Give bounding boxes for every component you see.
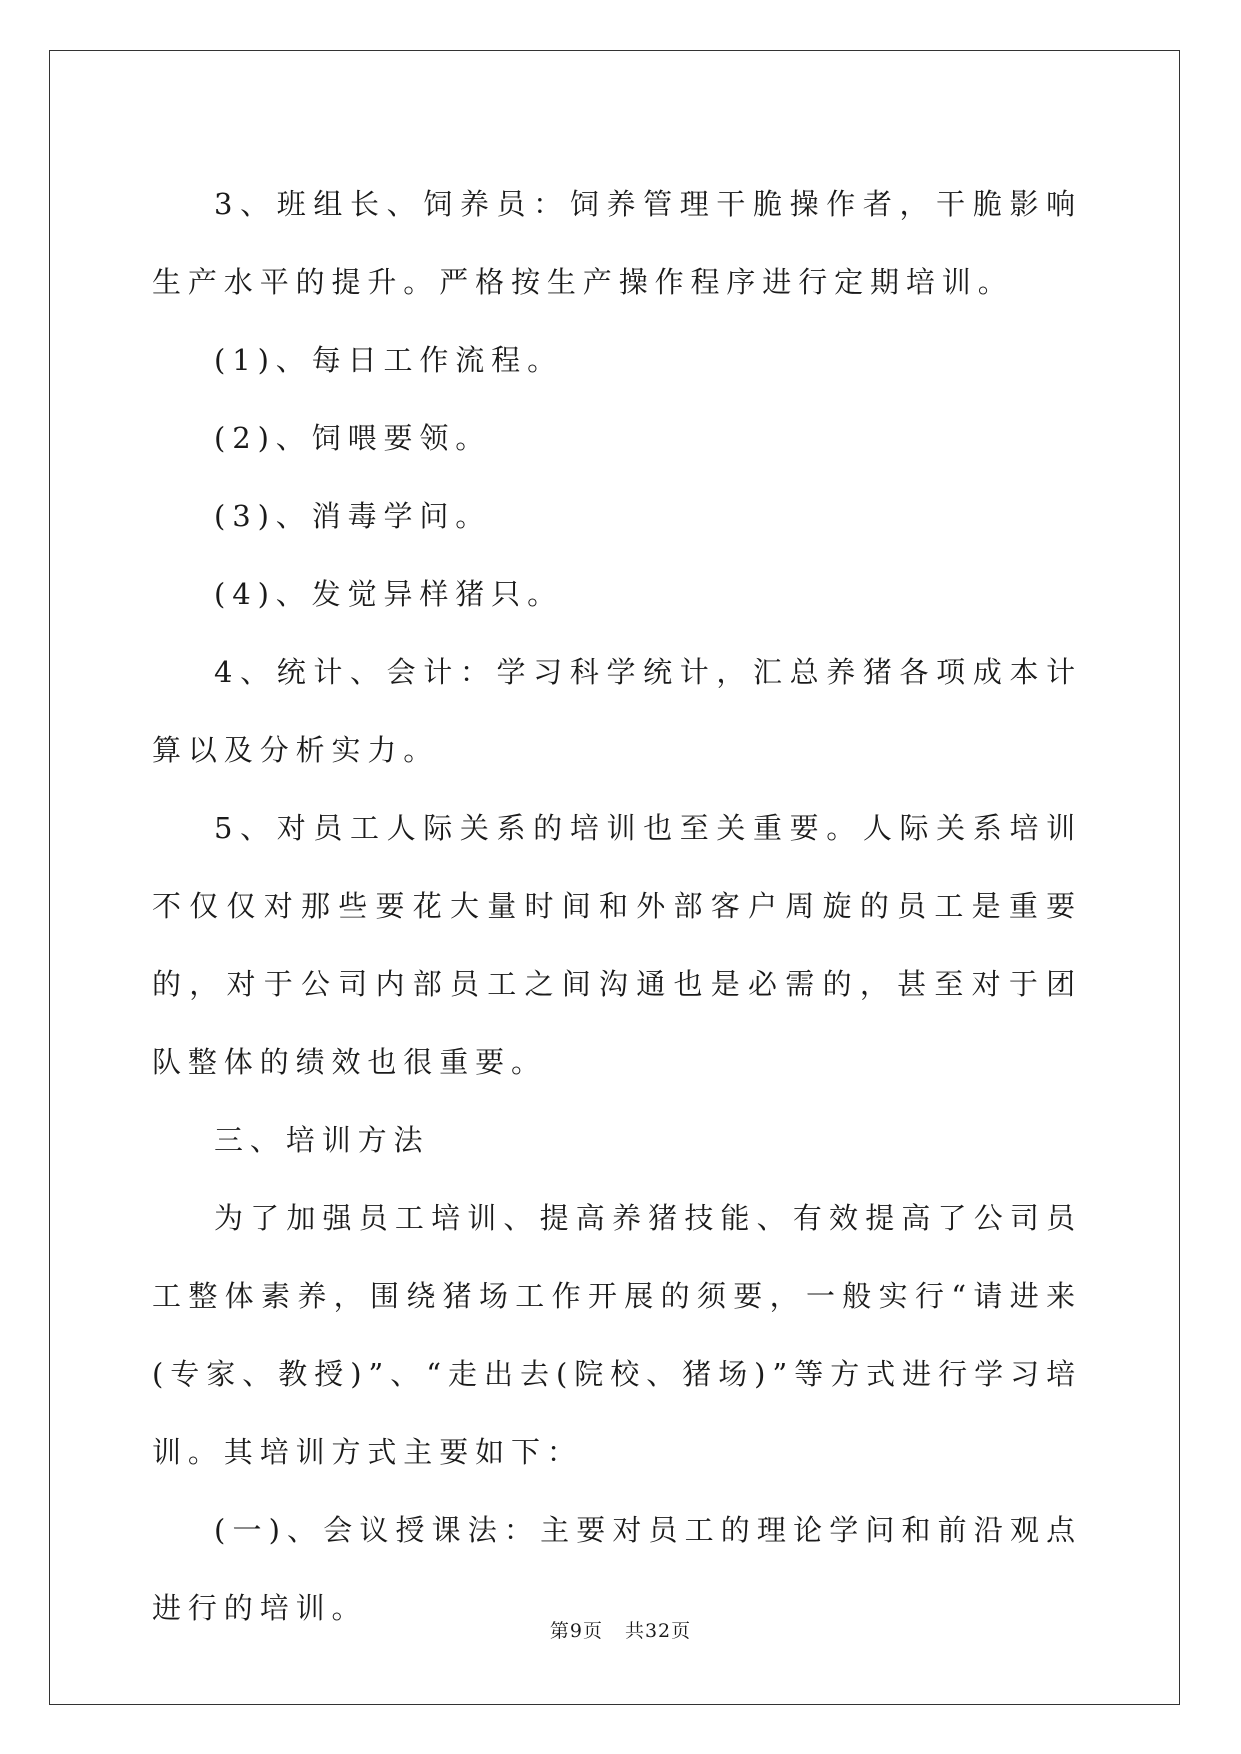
list-item-disinfection-knowledge: (3)、消毒学问。: [214, 499, 492, 533]
paragraph-interpersonal-training: 5、对员工人际关系的培训也至关重要。人际关系培训不仅仅对那些要花大量时间和外部客户周旋的员工是重要的，对于公司内部员工之间沟通也是必需的，甚至对于团队整体的绩效也很重要。: [152, 811, 1082, 1079]
page-number-total: 共32页: [624, 1620, 692, 1642]
list-item-feeding-essentials: (2)、饲喂要领。: [214, 421, 492, 455]
paragraph-lecture-method: (一)、会议授课法：主要对员工的理论学问和前沿观点进行的培训。: [152, 1513, 1082, 1625]
section-heading-training-methods: 三、培训方法: [214, 1123, 430, 1157]
paragraph-statistics-accounting: 4、统计、会计：学习科学统计，汇总养猪各项成本计算以及分析实力。: [152, 655, 1082, 767]
list-item-daily-workflow: (1)、每日工作流程。: [214, 343, 563, 377]
paragraph-team-leader-training: 3、班组长、饲养员：饲养管理干脆操作者，干脆影响生产水平的提升。严格按生产操作程序进行定期培训。: [152, 187, 1082, 299]
document-body: [152, 165, 1082, 1647]
page-number-current: 第9页: [549, 1620, 603, 1642]
list-item-abnormal-pigs: (4)、发觉异样猪只。: [214, 577, 563, 611]
paragraph-training-approach: 为了加强员工培训、提高养猪技能、有效提高了公司员工整体素养，围绕猪场工作开展的须要，一般实行“请进来(专家、教授)”、“走出去(院校、猪场)”等方式进行学习培训。其培训方式主要如下：: [152, 1201, 1082, 1469]
page-footer: [0, 1616, 1241, 1643]
